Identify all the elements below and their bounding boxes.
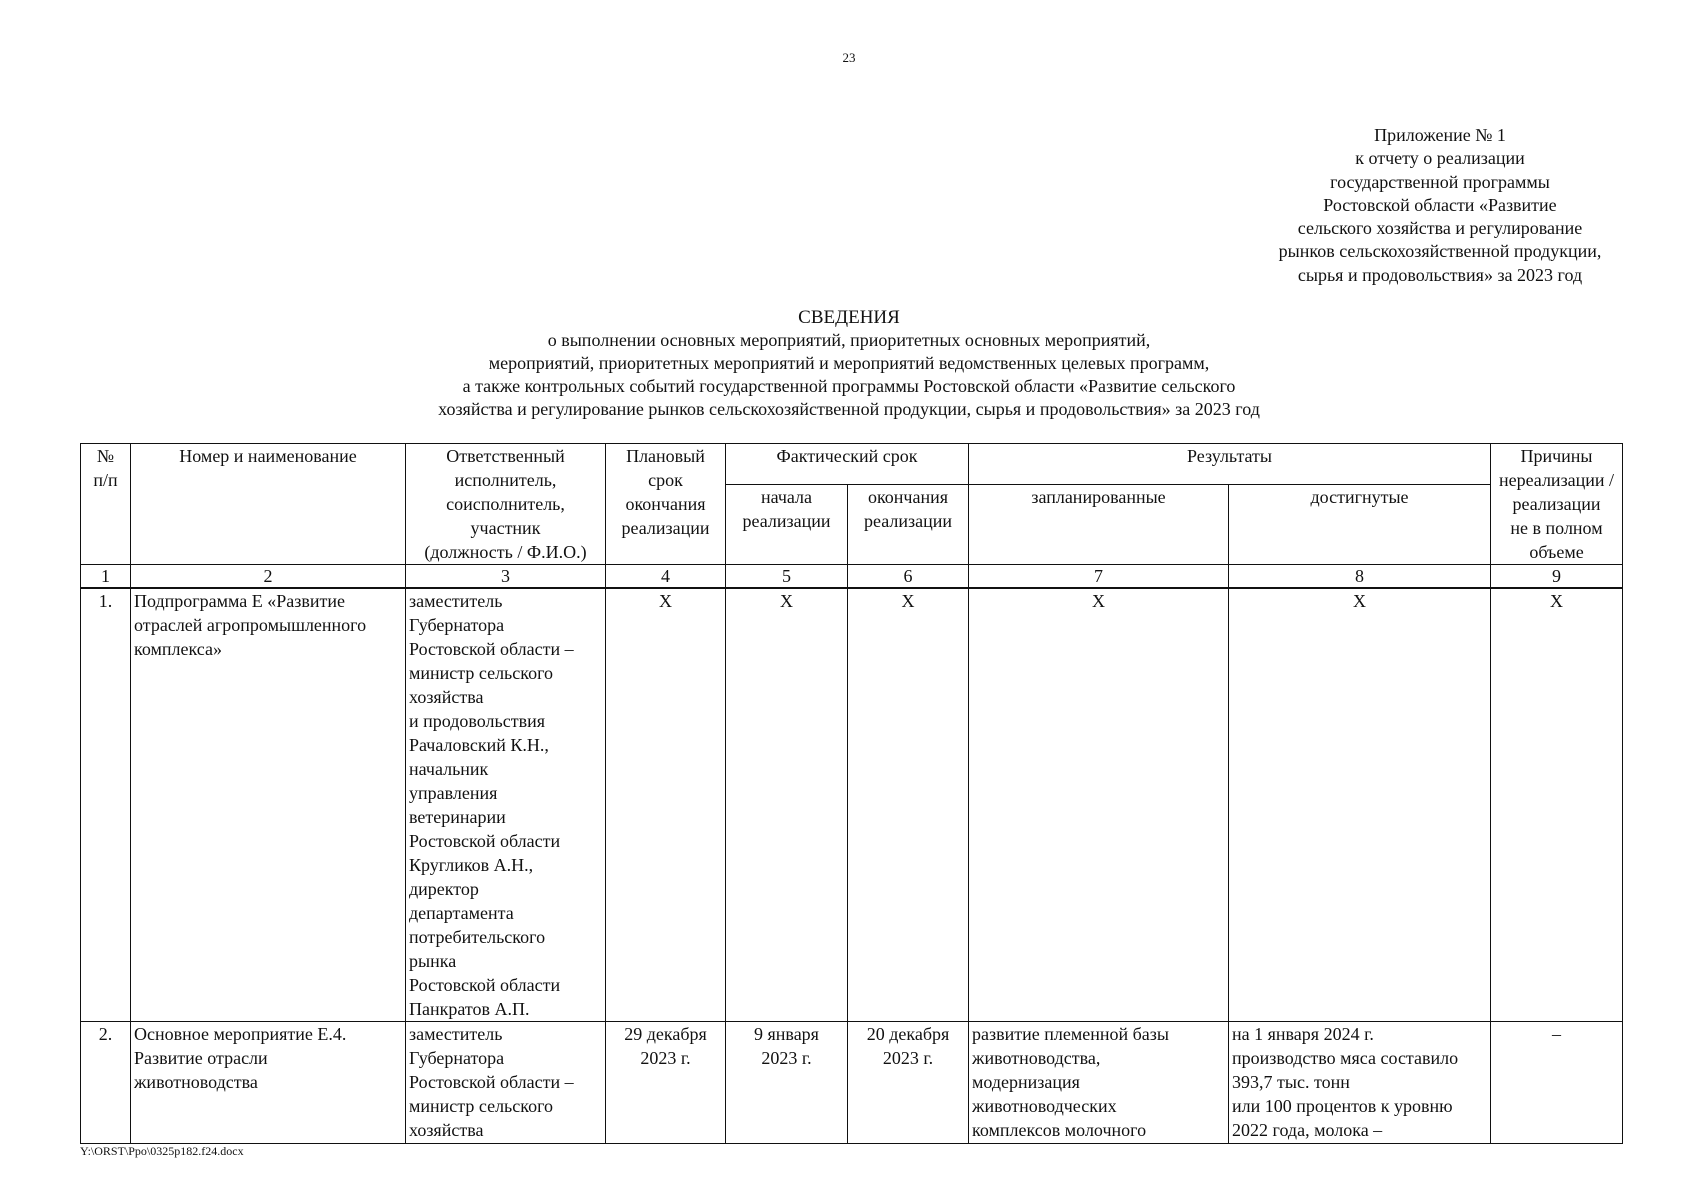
header-results-planned: запланированные xyxy=(969,484,1229,564)
header-results: Результаты xyxy=(969,444,1491,485)
row-planned-deadline: 29 декабря 2023 г. xyxy=(606,1022,726,1144)
row-reasons: Х xyxy=(1491,588,1623,1022)
title-line: хозяйства и регулирование рынков сельскохозяйственной продукции, сырья и продовольствия» за 2023 год xyxy=(438,399,1260,419)
column-number: 8 xyxy=(1229,565,1491,589)
table-row xyxy=(81,588,1623,1022)
row-number: 1. xyxy=(81,588,131,1022)
appendix-line: рынков сельскохозяйственной продукции, xyxy=(1278,241,1602,262)
header-actual-start: начала реализации xyxy=(726,484,848,564)
title-line: мероприятий, приоритетных мероприятий и мероприятий ведомственных целевых программ, xyxy=(488,353,1210,373)
row-actual-end: Х xyxy=(848,588,969,1022)
header-num: № п/п xyxy=(81,444,131,565)
column-number: 2 xyxy=(131,565,406,589)
title-line: а также контрольных событий государственной программы Ростовской области «Развитие сельского xyxy=(462,376,1236,396)
column-number: 7 xyxy=(969,565,1229,589)
row-actual-start: 9 января 2023 г. xyxy=(726,1022,848,1144)
title-heading: СВЕДЕНИЯ xyxy=(798,307,900,328)
document-title xyxy=(0,306,1698,421)
appendix-line: Приложение № 1 xyxy=(1374,125,1506,145)
appendix-line: Ростовской области «Развитие xyxy=(1323,194,1557,215)
row-results-achieved: на 1 января 2024 г. производство мяса составило 393,7 тыс. тонн или 100 процентов к уровню 2022 года, молока – xyxy=(1229,1022,1491,1144)
row-number: 2. xyxy=(81,1022,131,1144)
column-number: 1 xyxy=(81,565,131,589)
header-reasons: Причины нереализации / реализации не в полном объеме xyxy=(1491,444,1623,565)
report-table xyxy=(80,443,1623,1144)
row-name: Подпрограмма Е «Развитие отраслей агропромышленного комплекса» xyxy=(131,588,406,1022)
row-actual-start: Х xyxy=(726,588,848,1022)
row-results-planned: Х xyxy=(969,588,1229,1022)
header-planned-deadline: Плановый срок окончания реализации xyxy=(606,444,726,565)
appendix-line: государственной программы xyxy=(1330,171,1550,192)
row-results-achieved: Х xyxy=(1229,588,1491,1022)
row-reasons: – xyxy=(1491,1022,1623,1144)
column-number: 5 xyxy=(726,565,848,589)
appendix-block xyxy=(1230,124,1650,287)
row-name: Основное мероприятие Е.4. Развитие отрасли животноводства xyxy=(131,1022,406,1144)
row-results-planned: развитие племенной базы животноводства, модернизация животноводческих комплексов молочного xyxy=(969,1022,1229,1144)
appendix-line: к отчету о реализации xyxy=(1355,148,1525,169)
column-number: 3 xyxy=(406,565,606,589)
footer-file-path: Y:\ORST\Ppo\0325p182.f24.docx xyxy=(80,1144,244,1158)
row-actual-end: 20 декабря 2023 г. xyxy=(848,1022,969,1144)
header-actual-end: окончания реализации xyxy=(848,484,969,564)
appendix-line: сырья и продовольствия» за 2023 год xyxy=(1297,264,1583,285)
table-row xyxy=(81,1022,1623,1144)
row-executor: заместитель Губернатора Ростовской области – министр сельского хозяйства xyxy=(406,1022,606,1144)
header-name: Номер и наименование xyxy=(131,444,406,565)
appendix-line: сельского хозяйства и регулирование xyxy=(1297,218,1583,239)
column-numbers-row xyxy=(81,565,1623,589)
title-line: о выполнении основных мероприятий, приоритетных основных мероприятий, xyxy=(547,330,1151,350)
column-number: 4 xyxy=(606,565,726,589)
column-number: 9 xyxy=(1491,565,1623,589)
row-executor: заместитель Губернатора Ростовской области – министр сельского хозяйства и продовольствия Рачаловский К.Н., начальник управления ветеринарии Ростовской области Кругликов А.Н., директор департамента потребительского рынка Ростовской области Панкратов А.П. xyxy=(406,588,606,1022)
row-planned-deadline: Х xyxy=(606,588,726,1022)
header-results-achieved: достигнутые xyxy=(1229,484,1491,564)
header-actual-period: Фактический срок xyxy=(726,444,969,485)
header-executor: Ответственный исполнитель, соисполнитель, участник (должность / Ф.И.О.) xyxy=(406,444,606,565)
page-number: 23 xyxy=(842,50,856,65)
column-number: 6 xyxy=(848,565,969,589)
